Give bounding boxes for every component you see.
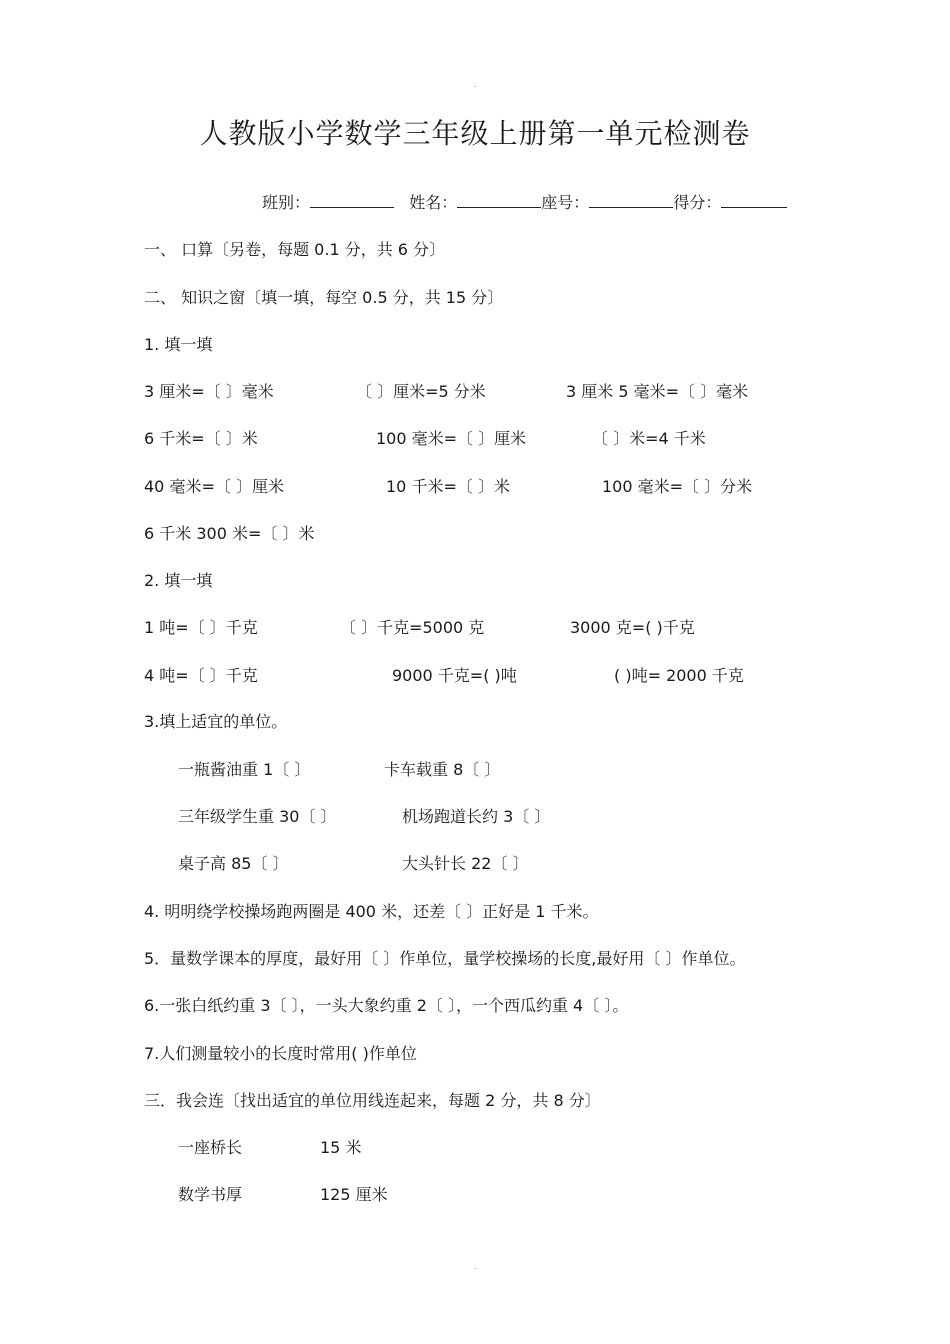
question-3-title: 3.填上适宜的单位。 [144, 712, 288, 731]
seat-label: 座号： [541, 193, 590, 212]
q3-item: 桌子高 85〔 〕 [178, 854, 289, 873]
question-2-title: 2. 填一填 [144, 571, 213, 590]
q1-item: 10 千米=〔 〕米 [386, 477, 510, 496]
name-label: 姓名： [409, 193, 458, 212]
class-label: 班别： [262, 193, 311, 212]
header-dot: . [474, 80, 477, 89]
q2-item: ( )吨= 2000 千克 [614, 666, 744, 685]
q1-item: 〔 〕厘米=5 分米 [356, 382, 486, 401]
q3-item: 卡车载重 8〔 〕 [384, 760, 501, 779]
q2-item: 1 吨=〔 〕千克 [144, 618, 258, 637]
q1-item: 100 毫米=〔 〕厘米 [376, 429, 527, 448]
q1-item: 3 厘米=〔 〕毫米 [144, 382, 274, 401]
page-title: 人教版小学数学三年级上册第一单元检测卷 [199, 117, 751, 150]
seat-blank[interactable] [589, 193, 673, 208]
match-right-item[interactable]: 125 厘米 [320, 1185, 388, 1204]
q2-item: 9000 千克=( )吨 [392, 666, 517, 685]
q3-item: 大头针长 22〔 〕 [402, 854, 529, 873]
match-right-item[interactable]: 15 米 [320, 1138, 362, 1157]
section-3-heading: 三．我会连〔找出适宜的单位用线连起来，每题 2 分，共 8 分〕 [144, 1091, 601, 1110]
q3-item: 三年级学生重 30〔 〕 [178, 807, 337, 826]
section-1-heading: 一、 口算〔另卷，每题 0.1 分，共 6 分〕 [144, 240, 446, 259]
q1-item: 6 千米=〔 〕米 [144, 429, 258, 448]
q1-item: 40 毫米=〔 〕厘米 [144, 477, 284, 496]
question-6: 6.一张白纸约重 3〔 〕，一头大象约重 2〔 〕，一个西瓜约重 4〔 〕。 [144, 996, 629, 1015]
q1-item: 3 厘米 5 毫米=〔 〕毫米 [566, 382, 749, 401]
q2-item: 〔 〕千克=5000 克 [340, 618, 485, 637]
question-5: 5．量数学课本的厚度，最好用〔 〕作单位，量学校操场的长度,最好用〔 〕作单位。 [144, 949, 746, 968]
score-blank[interactable] [721, 193, 787, 208]
q3-item: 机场跑道长约 3〔 〕 [402, 807, 551, 826]
class-blank[interactable] [310, 193, 394, 208]
q2-item: 4 吨=〔 〕千克 [144, 666, 258, 685]
student-info-line [262, 190, 787, 213]
q1-item: 6 千米 300 米=〔 〕米 [144, 524, 315, 543]
q2-item: 3000 克=( )千克 [570, 618, 695, 637]
footer-dot: . [474, 1262, 477, 1271]
score-label: 得分： [673, 193, 722, 212]
match-left-item[interactable]: 一座桥长 [178, 1138, 243, 1157]
question-4: 4. 明明绕学校操场跑两圈是 400 米，还差〔 〕正好是 1 千米。 [144, 902, 599, 921]
q1-item: 〔 〕米=4 千米 [592, 429, 706, 448]
match-left-item[interactable]: 数学书厚 [178, 1185, 243, 1204]
question-7: 7.人们测量较小的长度时常用( )作单位 [144, 1044, 417, 1063]
name-blank[interactable] [457, 193, 541, 208]
q1-item: 100 毫米=〔 〕分米 [602, 477, 753, 496]
question-1-title: 1. 填一填 [144, 335, 213, 354]
section-2-heading: 二、 知识之窗〔填一填，每空 0.5 分，共 15 分〕 [144, 288, 504, 307]
q3-item: 一瓶酱油重 1〔 〕 [178, 760, 311, 779]
